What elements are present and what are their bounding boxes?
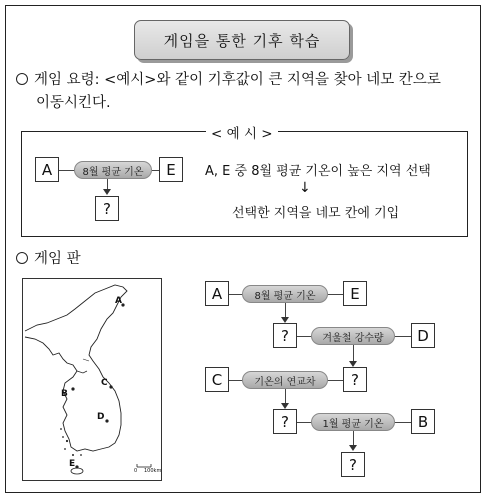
circle-bullet-icon <box>16 252 28 264</box>
board-box-result-3: ? <box>273 409 297 434</box>
connector <box>297 422 312 423</box>
connector <box>395 336 412 337</box>
map-point-e: E <box>69 459 76 469</box>
connector <box>59 170 75 171</box>
board-box-result-2: ? <box>343 367 367 392</box>
example-description-1: A, E 중 8월 평균 기온이 높은 지역 선택 <box>205 164 431 179</box>
connector <box>395 422 412 423</box>
example-description-2: 선택한 지역을 네모 칸에 기입 <box>232 206 400 221</box>
board-box-a: A <box>205 281 229 306</box>
down-arrow-icon <box>103 189 111 195</box>
korea-map-svg <box>23 279 161 480</box>
board-pill-august-temp: 8월 평균 기온 <box>242 285 328 303</box>
example-label-text: 예 시 <box>226 126 257 142</box>
board-label: 게임 판 <box>34 251 81 267</box>
example-box-result: ? <box>95 196 119 221</box>
map-scale-zero: 0 <box>134 468 138 474</box>
board-pill-annual-range: 기온의 연교차 <box>242 371 328 389</box>
board-box-e: E <box>343 281 367 306</box>
circle-bullet-icon <box>16 73 28 85</box>
map-point-b: B <box>61 389 68 399</box>
example-label: < 예 시 > <box>206 122 278 142</box>
example-box-e: E <box>159 157 183 182</box>
board-box-c: C <box>205 367 229 392</box>
game-rule-line2: 이동시킨다. <box>36 95 111 111</box>
example-box <box>21 131 468 237</box>
map-point-c: C <box>101 378 108 388</box>
board-box-d: D <box>411 323 435 348</box>
korea-map <box>22 278 162 481</box>
board-pill-winter-precip: 겨울철 강수량 <box>311 327 395 345</box>
connector <box>229 294 243 295</box>
example-pill: 8월 평균 기온 <box>74 161 152 179</box>
page-title: 게임을 통한 기후 학습 <box>134 20 350 60</box>
board-box-final: ? <box>341 452 365 477</box>
game-rule-line1: 게임 요령: <예시>와 같이 기후값이 큰 지역을 찾아 네모 칸으로 <box>34 72 441 88</box>
map-scale-label: 100km <box>144 468 162 474</box>
map-point-d: D <box>97 412 105 422</box>
board-box-result-1: ? <box>273 323 297 348</box>
map-point-a: A <box>115 296 122 306</box>
board-pill-january-temp: 1월 평균 기온 <box>311 413 395 431</box>
example-box-a: A <box>35 157 59 182</box>
connector <box>328 380 344 381</box>
connector <box>297 336 312 337</box>
down-arrow-icon: ↓ <box>299 180 311 196</box>
connector <box>229 380 243 381</box>
board-heading <box>16 248 81 270</box>
game-rule <box>16 69 441 91</box>
down-arrow-icon <box>349 445 357 451</box>
connector <box>328 294 344 295</box>
board-box-b: B <box>411 409 435 434</box>
